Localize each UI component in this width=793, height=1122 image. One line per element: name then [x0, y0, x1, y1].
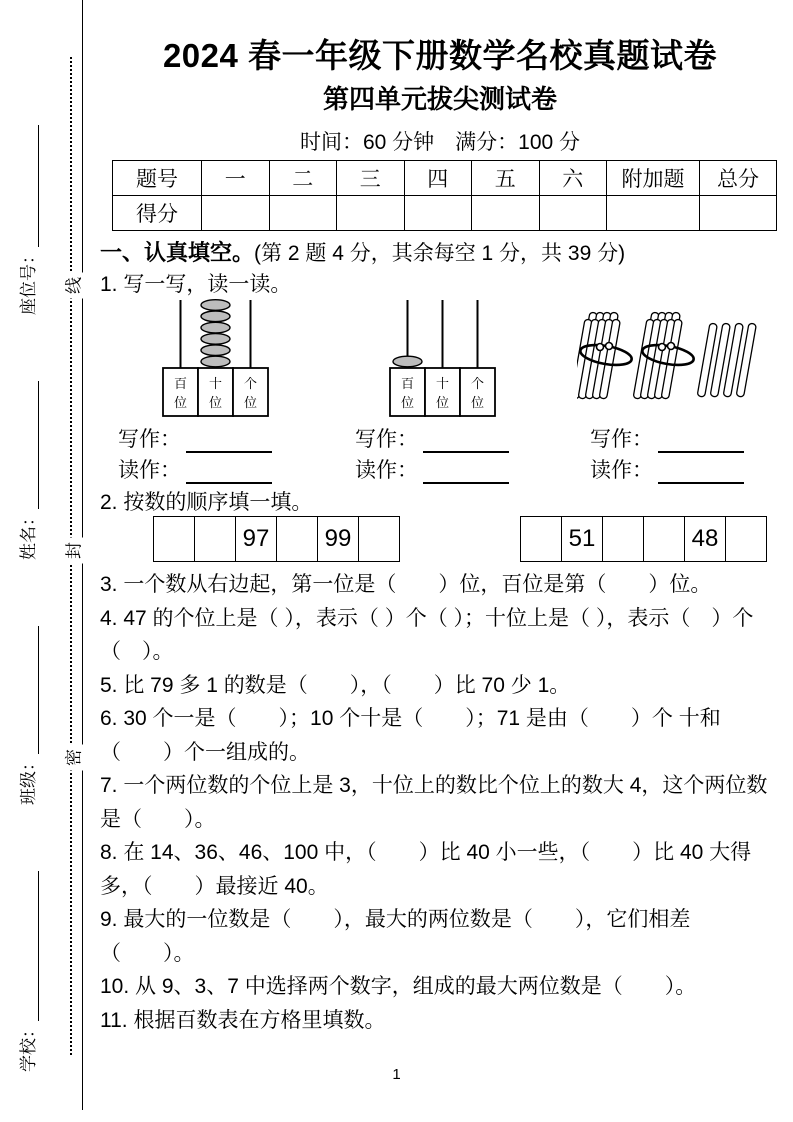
questions-list: [100, 568, 784, 1037]
student-field: [14, 125, 39, 315]
question-1-figures: [100, 298, 783, 422]
seal-char: 密: [60, 745, 85, 771]
sequence-cell: 51: [562, 517, 603, 561]
section-heading-note: (第 2 题 4 分，其余每空 1 分，共 39 分): [254, 242, 626, 265]
score-cell: [472, 196, 540, 231]
score-cell: [700, 196, 777, 231]
question-text: 10. 从 9、3、7 中选择两个数字，组成的最大两位数是（ ）。: [100, 975, 697, 998]
score-header-cell: 六: [539, 161, 607, 196]
question-text: 4. 47 的个位上是（ ），表示（ ）个（ ）；十位上是（ ），表示（ ）个（ ）。: [100, 606, 754, 663]
score-header-cell: 三: [337, 161, 405, 196]
question-text: 5. 比 79 多 1 的数是（ ），（ ）比 70 少 1。: [100, 673, 571, 697]
student-field: [14, 626, 39, 805]
read-label: 读作：: [355, 459, 418, 482]
abacus-figure-2: [389, 298, 496, 424]
write-blank: [658, 433, 744, 453]
svg-text:个: 个: [243, 376, 258, 391]
read-label: 读作：: [590, 459, 653, 482]
number-sequence-table-1: [153, 516, 400, 562]
sticks-figure: [577, 310, 767, 417]
read-blank: [658, 464, 744, 484]
svg-text:十: 十: [435, 376, 450, 391]
sequence-cell: [726, 517, 766, 561]
score-header-cell: 总分: [700, 161, 777, 196]
sequence-cell: [195, 517, 236, 561]
write-blank: [186, 433, 272, 453]
student-field-label: 班级：: [19, 754, 38, 805]
student-field: [14, 381, 39, 560]
write-read-group: [590, 422, 744, 484]
student-field-blank: [24, 871, 39, 1021]
question-text: 11. 根据百数表在方格里填数。: [100, 1008, 386, 1032]
student-field-label: 座位号：: [19, 247, 38, 315]
score-table-header-row: [113, 161, 777, 196]
question-text: 6. 30 个一是（ ）；10 个十是（ ）；71 是由（ ）个 十和（ ）个一组成的。: [100, 707, 721, 764]
score-cell: [539, 196, 607, 231]
sequence-cell: [603, 517, 644, 561]
score-table: [112, 160, 777, 231]
score-table-score-row: [113, 196, 777, 231]
write-read-rows: [100, 422, 783, 486]
sequence-cell: 99: [318, 517, 359, 561]
sequence-cell: 48: [685, 517, 726, 561]
score-header-cell: 四: [404, 161, 472, 196]
score-cell: [404, 196, 472, 231]
sequence-cell: [521, 517, 562, 561]
student-field-blank: [24, 626, 39, 754]
seal-char: 线: [60, 273, 85, 299]
svg-text:个: 个: [470, 376, 485, 391]
svg-text:位: 位: [173, 395, 188, 410]
page-number: 1: [392, 1066, 401, 1083]
score-cell: [607, 196, 700, 231]
student-field-label: 姓名：: [19, 509, 38, 560]
question-1-text: 1. 写一写，读一读。: [100, 273, 292, 296]
svg-text:百: 百: [400, 376, 415, 391]
sequence-cell: [154, 517, 195, 561]
abacus-figure-1: [162, 298, 269, 424]
sticks-svg: [577, 310, 767, 412]
svg-text:位: 位: [435, 395, 450, 410]
read-label: 读作：: [118, 459, 181, 482]
exam-meta: 时间：60 分钟 满分：100 分: [299, 131, 581, 154]
sequence-cell: [644, 517, 685, 561]
sequence-cell: 97: [236, 517, 277, 561]
score-header-cell: 二: [269, 161, 337, 196]
question-text: 8. 在 14、36、46、100 中，（ ）比 40 小一些，（ ）比 40 大得多，（ ）最接近 40。: [100, 841, 752, 898]
write-label: 写作：: [590, 428, 653, 451]
question-2-text: 2. 按数的顺序填一填。: [100, 491, 313, 514]
score-row-label: 得分: [113, 196, 202, 231]
write-label: 写作：: [118, 428, 181, 451]
page-subtitle: 第四单元拔尖测试卷: [322, 84, 557, 114]
write-label: 写作：: [355, 428, 418, 451]
svg-text:百: 百: [173, 376, 188, 391]
score-cell: [337, 196, 405, 231]
read-blank: [423, 464, 509, 484]
abacus-svg: [162, 298, 269, 419]
score-header-cell: 题号: [113, 161, 202, 196]
question-text: 7. 一个两位数的个位上是 3，十位上的数比个位上的数大 4，这个两位数是（ ）。: [100, 774, 768, 831]
sequence-cell: [277, 517, 318, 561]
student-info-fields: [14, 57, 39, 1072]
student-field: [14, 871, 39, 1072]
section-heading-title: 一、认真填空。: [100, 240, 255, 265]
number-sequence-table-2: [520, 516, 767, 562]
score-header-cell: 附加题: [607, 161, 700, 196]
student-field-blank: [24, 381, 39, 509]
svg-text:位: 位: [400, 395, 415, 410]
student-field-blank: [24, 125, 39, 247]
write-read-group: [118, 422, 272, 484]
write-blank: [423, 433, 509, 453]
seal-char: 封: [60, 538, 85, 564]
svg-text:位: 位: [470, 395, 485, 410]
svg-text:位: 位: [208, 395, 223, 410]
svg-text:十: 十: [208, 376, 223, 391]
write-read-group: [355, 422, 509, 484]
question-text: 9. 最大的一位数是（ ），最大的两位数是（ ），它们相差（ ）。: [100, 908, 691, 965]
score-cell: [202, 196, 270, 231]
question-text: 3. 一个数从右边起，第一位是（ ）位，百位是第（ ）位。: [100, 573, 712, 596]
score-header-cell: 一: [202, 161, 270, 196]
student-field-label: 学校：: [19, 1021, 38, 1072]
section-heading: [100, 236, 783, 267]
sequence-cell: [359, 517, 399, 561]
score-cell: [269, 196, 337, 231]
page-title: 2024 春一年级下册数学名校真题试卷: [162, 37, 718, 74]
read-blank: [186, 464, 272, 484]
abacus-svg: [389, 298, 496, 419]
svg-text:位: 位: [243, 395, 258, 410]
score-header-cell: 五: [472, 161, 540, 196]
